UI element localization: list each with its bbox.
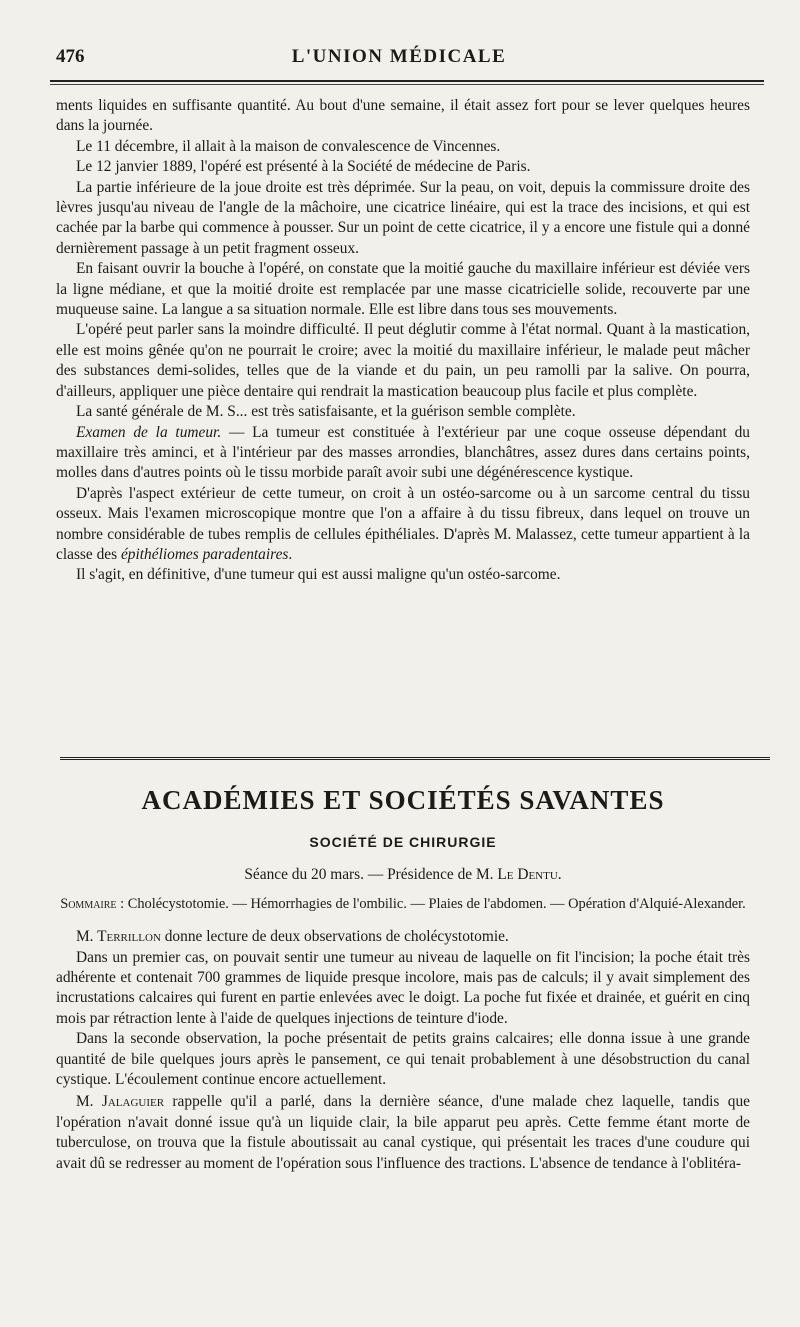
paragraph: La partie inférieure de la joue droite est très déprimée. Sur la peau, on voit, depuis la commissure droite des lèvres jusqu'au niveau de l'angle de la mâchoire, une cicatrice linéaire, qui est la trace des incisions, et qui est cachée par la barbe qui commence à pousser. Sur un point de cette cicatrice, il y a encore une fistule qui a donné dernièrement passage à un petit fragment osseux. — [56, 178, 750, 257]
paragraph: ments liquides en suffisante quantité. Au bout d'une semaine, il était assez fort pour se lever quelques heures dans la journée. — [56, 97, 750, 135]
paragraph: En faisant ouvrir la bouche à l'opéré, on constate que la moitié gauche du maxillaire inférieur est déviée vers la ligne médiane, et que la moitié droite est remplacée par une masse cicatricielle solide, recouverte par une muqueuse saine. La langue a sa situation normale. Elle est libre dans tous ses mouvements. — [56, 260, 750, 319]
jalaguier-paragraph — [56, 1092, 750, 1174]
paragraph: L'opéré peut parler sans la moindre difficulté. Il peut déglutir comme à l'état normal. Quant à la mastication, elle est moins gênée qu'on ne pourrait le croire; avec la moitié du maxillaire inférieur, le malade peut mâcher des substances demi-solides, telles que de la viande et du pain, un peu ramolli par la salive. On pourra, d'ailleurs, appliquer une pièce dentaire qui rendrait la mastication beaucoup plus facile et plus complète. — [56, 321, 750, 400]
section-title: ACADÉMIES ET SOCIÉTÉS SAVANTES — [141, 785, 665, 815]
article-body — [56, 96, 750, 586]
examen-text: — La tumeur est constituée à l'extérieur par une coque osseuse dépendant du maxillaire très aminci, et à l'intérieur par des masses arrondies, blanchâtres, assez dures dans certains points, molles dans d'autres points où le tissu morbide paraît avoir subi une dégénérescence kystique. — [56, 423, 751, 482]
sommaire — [56, 895, 750, 913]
sommaire-text: : Cholécystotomie. — Hémorrhagies de l'ombilic. — Plaies de l'abdomen. — Opération d'Alquié-Alexander. — [116, 896, 746, 913]
paragraph: Dans la seconde observation, la poche présentait de petits grains calcaires; elle donna issue à une grande quantité de bile quelques jours après le pansement, ce qui tenait probablement à une désobstruction du canal cystique. L'écoulement continue encore actuellement. — [56, 1030, 750, 1089]
paragraph: Le 12 janvier 1889, l'opéré est présenté à la Société de médecine de Paris. — [76, 158, 531, 176]
conclusion-paragraph: Il s'agit, en définitive, d'une tumeur qui est aussi maligne qu'un ostéo-sarcome. — [76, 566, 561, 584]
running-title: L'UNION MÉDICALE — [291, 46, 507, 67]
paragraph: La santé générale de M. S... est très satisfaisante, et la guérison semble complète. — [76, 403, 576, 421]
examen-paragraph — [56, 423, 750, 484]
apres-italic: épithéliomes paradentaires — [120, 545, 289, 563]
section-separator — [60, 757, 770, 764]
apres-paragraph — [56, 484, 750, 566]
apres-end: . — [288, 545, 293, 563]
speaker-name: M. Terrillon — [76, 928, 161, 946]
paragraph: Le 11 décembre, il allait à la maison de convalescence de Vincennes. — [76, 137, 501, 155]
page-header — [56, 44, 742, 72]
paragraph: Dans un premier cas, on pouvait sentir une tumeur au niveau de laquelle on fit l'incision; la poche était très adhérente et contenait 700 grammes de liquide presque incolore, mais pas de calculs; il y avait simplement des incrustations calcaires qui furent en partie enlevées avec le doigt. La poche fut fixée et drainée, et guérit en cinq mois par rétraction lente à l'aide de quelques injections de teinture d'iode. — [56, 948, 750, 1027]
president-name: Le Dentu — [497, 865, 558, 883]
page-number: 476 — [56, 46, 85, 67]
header-rule-thin — [50, 84, 764, 85]
academies-section — [56, 785, 750, 1174]
terrillon-text: donne lecture de deux observations de cholécystotomie. — [160, 928, 509, 946]
apres-text: D'après l'aspect extérieur de cette tumeur, on croit à un ostéo-sarcome ou à un sarcome central du tissu osseux. Mais l'examen microscopique montre que l'on a affaire à du tissu fibreux, dans lequel on trouve un nombre considérable de tubes remplis de cellules épithéliales. D'après M. Malassez, cette tumeur appartient à la classe des — [56, 484, 750, 563]
header-rule — [50, 80, 764, 82]
seance-post: . — [557, 865, 562, 883]
society-title: SOCIÉTÉ DE CHIRURGIE — [309, 834, 497, 851]
seance-line — [56, 865, 750, 885]
terrillon-paragraph — [56, 927, 750, 947]
speaker-name: M. Jalaguier — [76, 1093, 165, 1111]
seance-pre: Séance du 20 mars. — Présidence de M. — [244, 865, 498, 883]
examen-label: Examen de la tumeur. — [76, 423, 222, 441]
sommaire-label: Sommaire — [60, 896, 117, 913]
jalaguier-text: rappelle qu'il a parlé, dans la dernière séance, d'une malade chez laquelle, tandis que l'opération n'avait donné issue qu'à un liquide clair, la bile apparut peu après. Cette femme étant morte de tuberculose, on trouva que la fistule aboutissait au canal cystique, qui présentait les traces d'une coudure qui avait dû se redresser au moment de l'opération sous l'influence des tractions. L'absence de tendance à l'oblitéra- — [56, 1093, 750, 1172]
